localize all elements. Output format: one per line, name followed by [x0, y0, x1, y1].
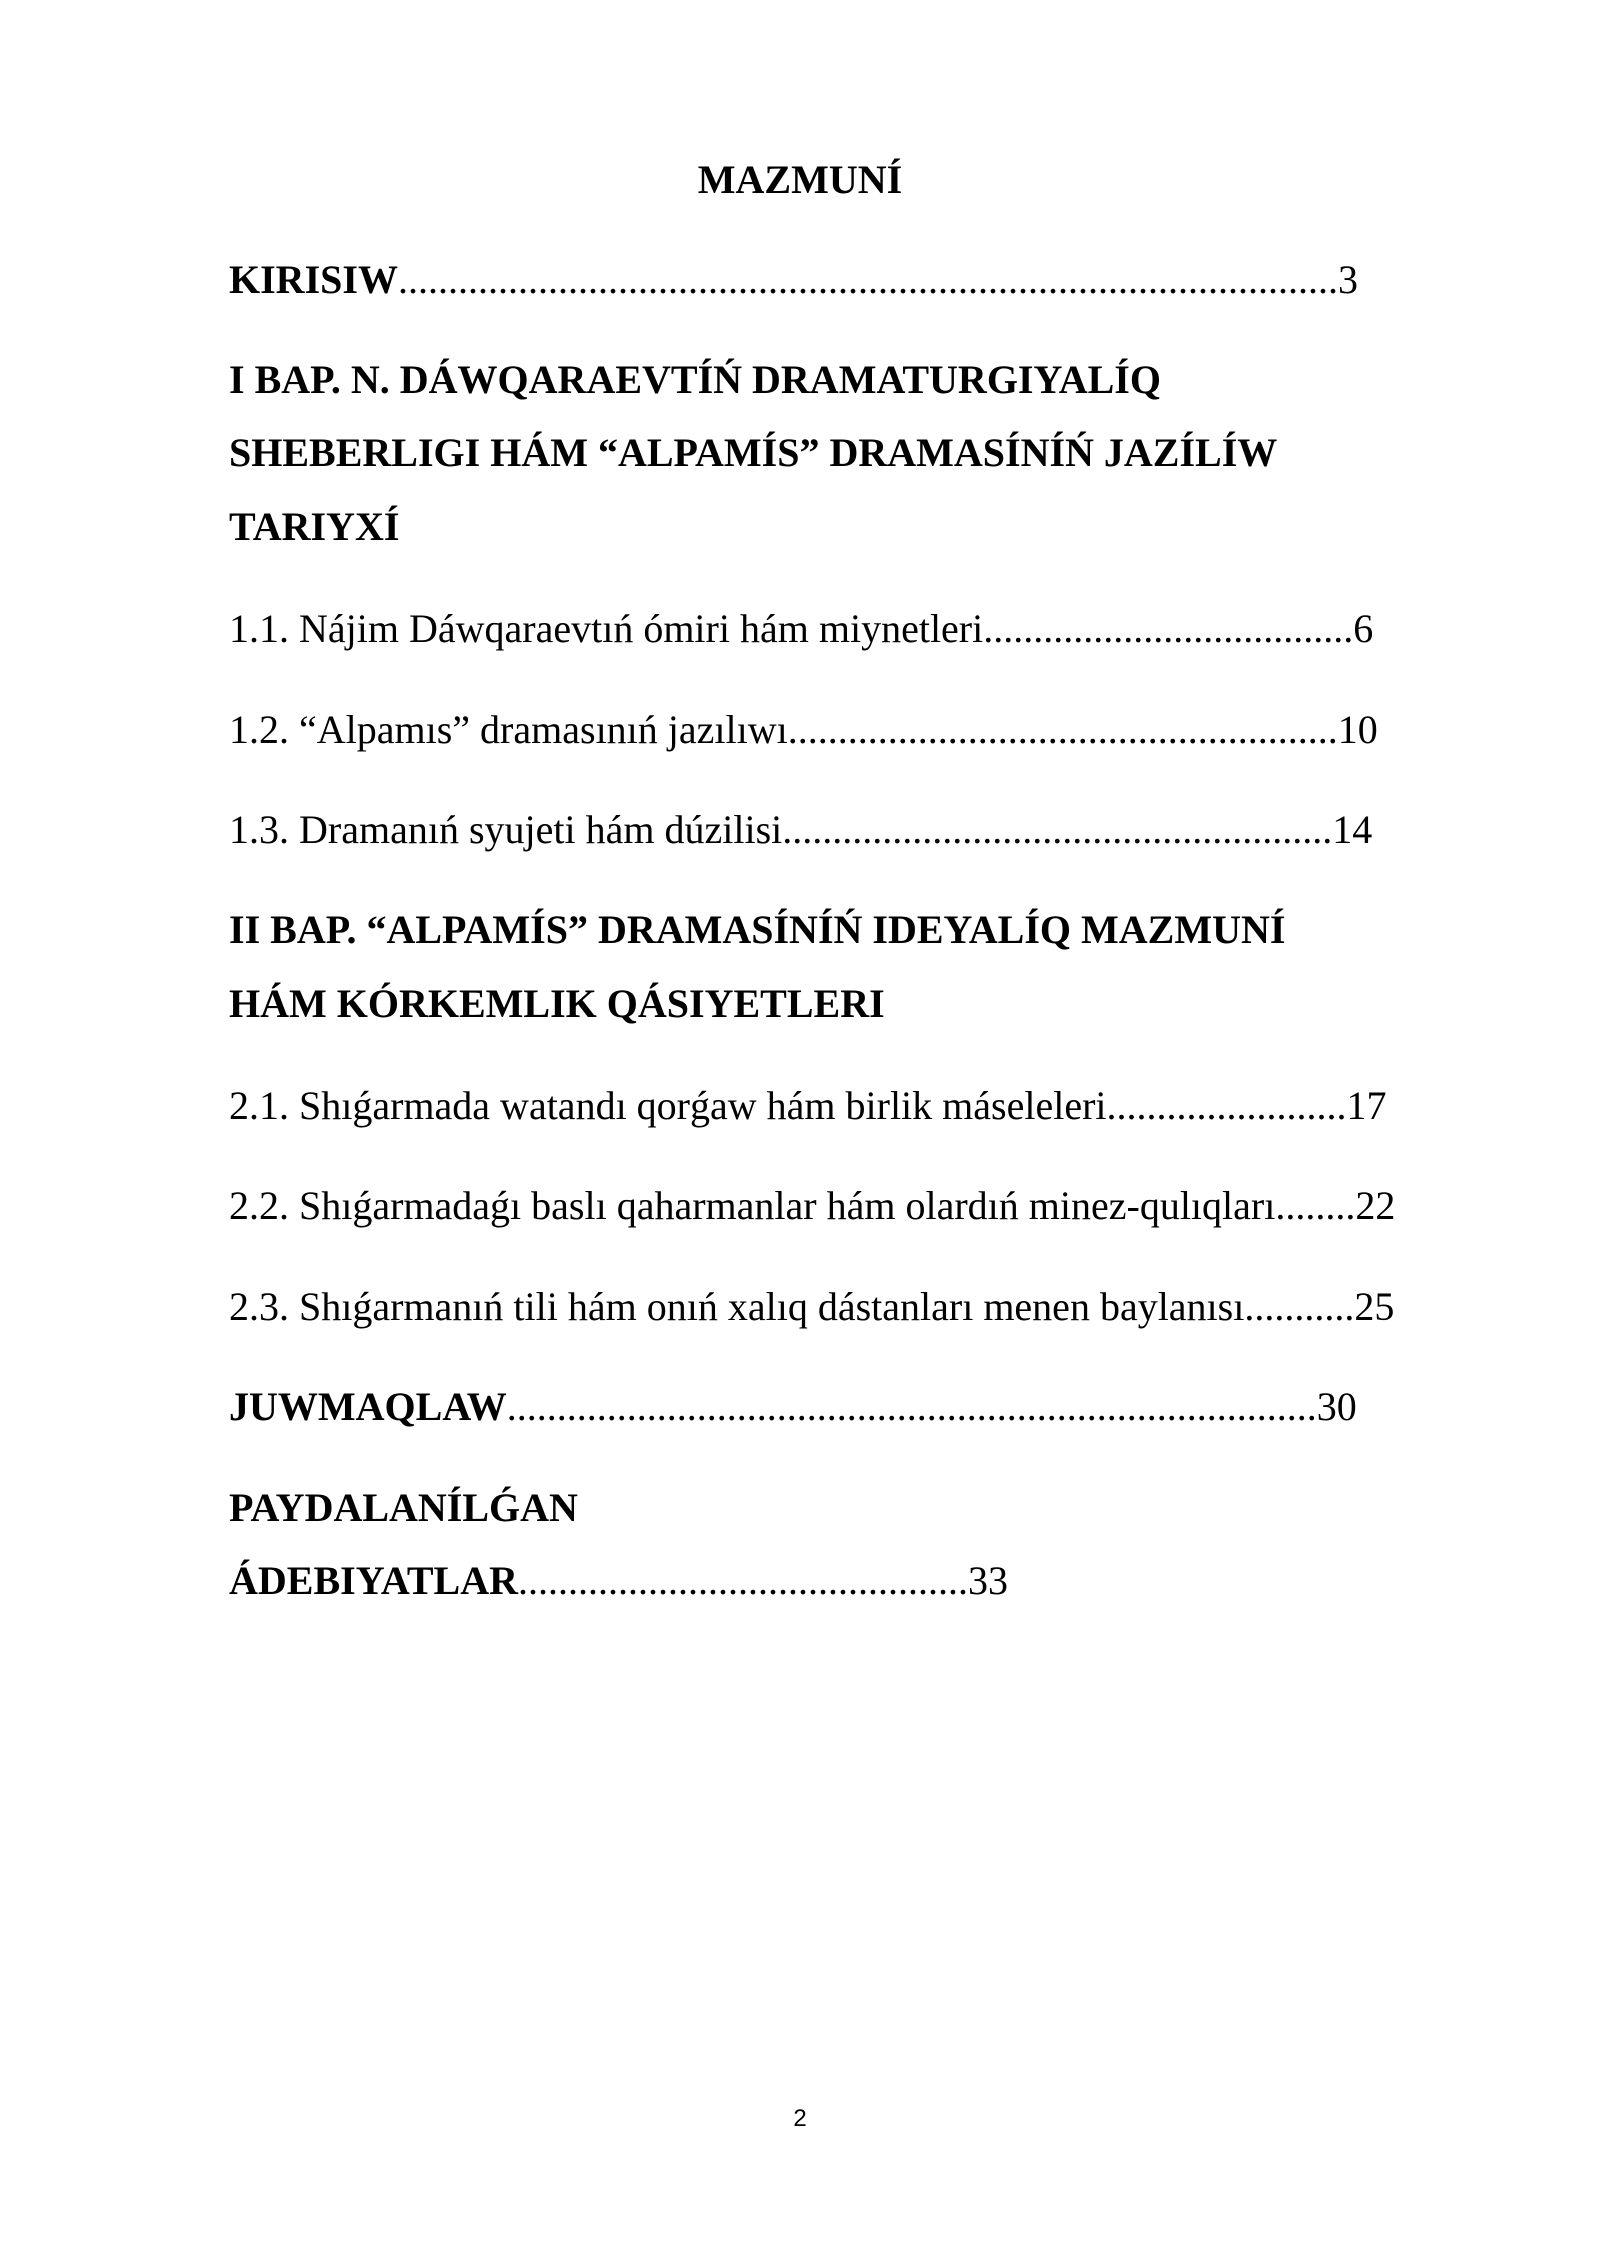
toc-leader-dots: .......................................................: [787, 707, 1338, 752]
toc-entry-2-3[interactable]: [229, 1279, 1394, 1335]
toc-entry-label: 2.1. Shıǵarmada watandı qorǵaw hám birlik máseleleri: [229, 1083, 1107, 1128]
toc-entry-references[interactable]: [229, 1553, 1008, 1609]
toc-leader-dots: .............................................: [517, 1558, 968, 1603]
toc-entry-label: ÁDEBIYATLAR: [229, 1558, 518, 1603]
toc-leader-dots: ..............................................................................................: [397, 257, 1338, 302]
toc-entry-1-2[interactable]: [229, 702, 1378, 758]
page-footer-number: 2: [793, 2105, 807, 2132]
toc-page-number: 3: [1337, 257, 1358, 302]
toc-entry-1-1[interactable]: [229, 601, 1373, 657]
toc-entry-1-3[interactable]: [229, 802, 1372, 858]
toc-chapter1-line2[interactable]: SHEBERLIGI HÁM “ALPAMÍS” DRAMASÍNÍŃ JAZÍLÍW: [229, 430, 1278, 475]
toc-entry-label: 1.2. “Alpamıs” dramasınıń jazılıwı: [229, 707, 788, 752]
toc-entry-label: 2.3. Shıǵarmanıń tili hám onıń xalıq dástanları menen baylanısı: [229, 1284, 1245, 1329]
page-title: MAZMUNÍ: [697, 157, 903, 202]
toc-references-line1[interactable]: PAYDALANÍLǴAN: [229, 1485, 578, 1530]
toc-entry-label: KIRISIW: [229, 257, 398, 302]
toc-entry-intro[interactable]: [229, 252, 1358, 308]
toc-leader-dots: ........................: [1106, 1083, 1347, 1128]
toc-entry-label: JUWMAQLAW: [229, 1384, 507, 1429]
toc-chapter1-line3[interactable]: TARIYXÍ: [229, 504, 400, 549]
toc-entry-label: 2.2. Shıǵarmadaǵı baslı qaharmanlar hám olardıń minez-qulıqları: [229, 1183, 1276, 1228]
toc-leader-dots: ........: [1275, 1183, 1356, 1228]
toc-chapter2-line1[interactable]: II BAP. “ALPAMÍS” DRAMASÍNÍŃ IDEYALÍQ MAZMUNÍ: [229, 907, 1286, 952]
toc-page-number: 25: [1354, 1284, 1395, 1329]
toc-leader-dots: ...........: [1244, 1284, 1355, 1329]
toc-entry-2-2[interactable]: [229, 1178, 1395, 1234]
toc-page-number: 10: [1337, 707, 1378, 752]
toc-page-number: 33: [967, 1558, 1008, 1603]
toc-chapter1-line1[interactable]: I BAP. N. DÁWQARAEVTÍŃ DRAMATURGIYALÍQ: [229, 357, 1161, 402]
toc-page-number: 14: [1332, 807, 1373, 852]
toc-leader-dots: .....................................: [983, 606, 1354, 651]
toc-leader-dots: .......................................................: [782, 807, 1333, 852]
toc-page-number: 30: [1316, 1384, 1357, 1429]
toc-page-number: 6: [1353, 606, 1374, 651]
toc-chapter2-line2[interactable]: HÁM KÓRKEMLIK QÁSIYETLERI: [229, 981, 885, 1026]
toc-entry-2-1[interactable]: [229, 1078, 1387, 1134]
toc-page-number: 22: [1355, 1183, 1396, 1228]
toc-entry-label: 1.1. Nájim Dáwqaraevtıń ómiri hám miynetleri: [229, 606, 984, 651]
toc-entry-conclusion[interactable]: [229, 1379, 1357, 1435]
toc-entry-label: 1.3. Dramanıń syujeti hám dúzilisi: [229, 807, 783, 852]
toc-leader-dots: .................................................................................: [506, 1384, 1317, 1429]
toc-page-number: 17: [1346, 1083, 1387, 1128]
